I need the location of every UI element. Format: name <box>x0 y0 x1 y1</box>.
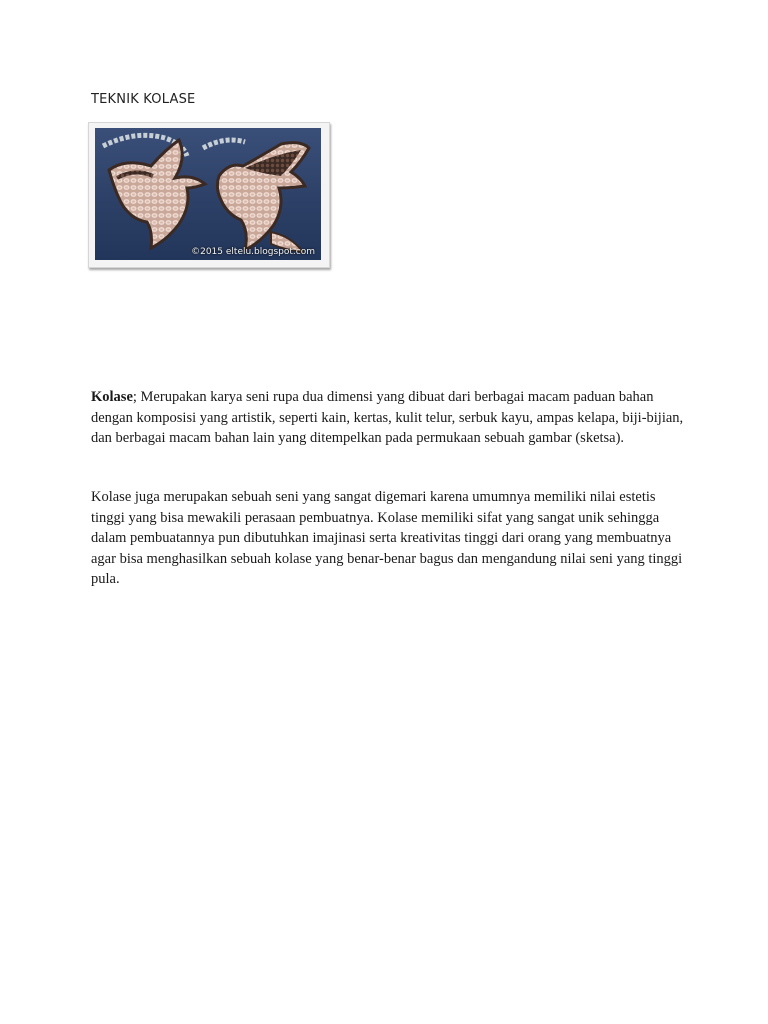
collage-doves-image <box>95 128 321 260</box>
paragraph-description: Kolase juga merupakan sebuah seni yang sangat digemari karena umumnya memiliki nilai estetis tinggi yang bisa mewakili perasaan pembuatnya. Kolase memiliki sifat yang sangat unik sehingga dalam pembuatannya pun dibutuhkan imajinasi serta kreativitas tinggi dari orang yang membuatnya agar bisa menghasilkan sebuah kolase yang benar-benar bagus dan mengandung nilai seni yang tinggi pula. <box>91 489 683 588</box>
collage-doves-illustration <box>95 128 321 260</box>
image-watermark: ©2015 eltelu.blogspot.com <box>191 247 315 257</box>
collage-photo-frame <box>88 122 330 268</box>
paragraph-definition-text: ; Merupakan karya seni rupa dua dimensi yang dibuat dari berbagai macam paduan bahan dengan komposisi yang artistik, seperti kain, kertas, kulit telur, serbuk kayu, ampas kelapa, biji-bijian, dan berbagai macam bahan lain yang ditempelkan pada permukaan sebuah gambar (sketsa). <box>91 389 684 447</box>
term-kolase: Kolase <box>91 389 133 405</box>
page-title: TEKNIK KOLASE <box>91 92 196 107</box>
paragraph-definition <box>91 387 691 449</box>
